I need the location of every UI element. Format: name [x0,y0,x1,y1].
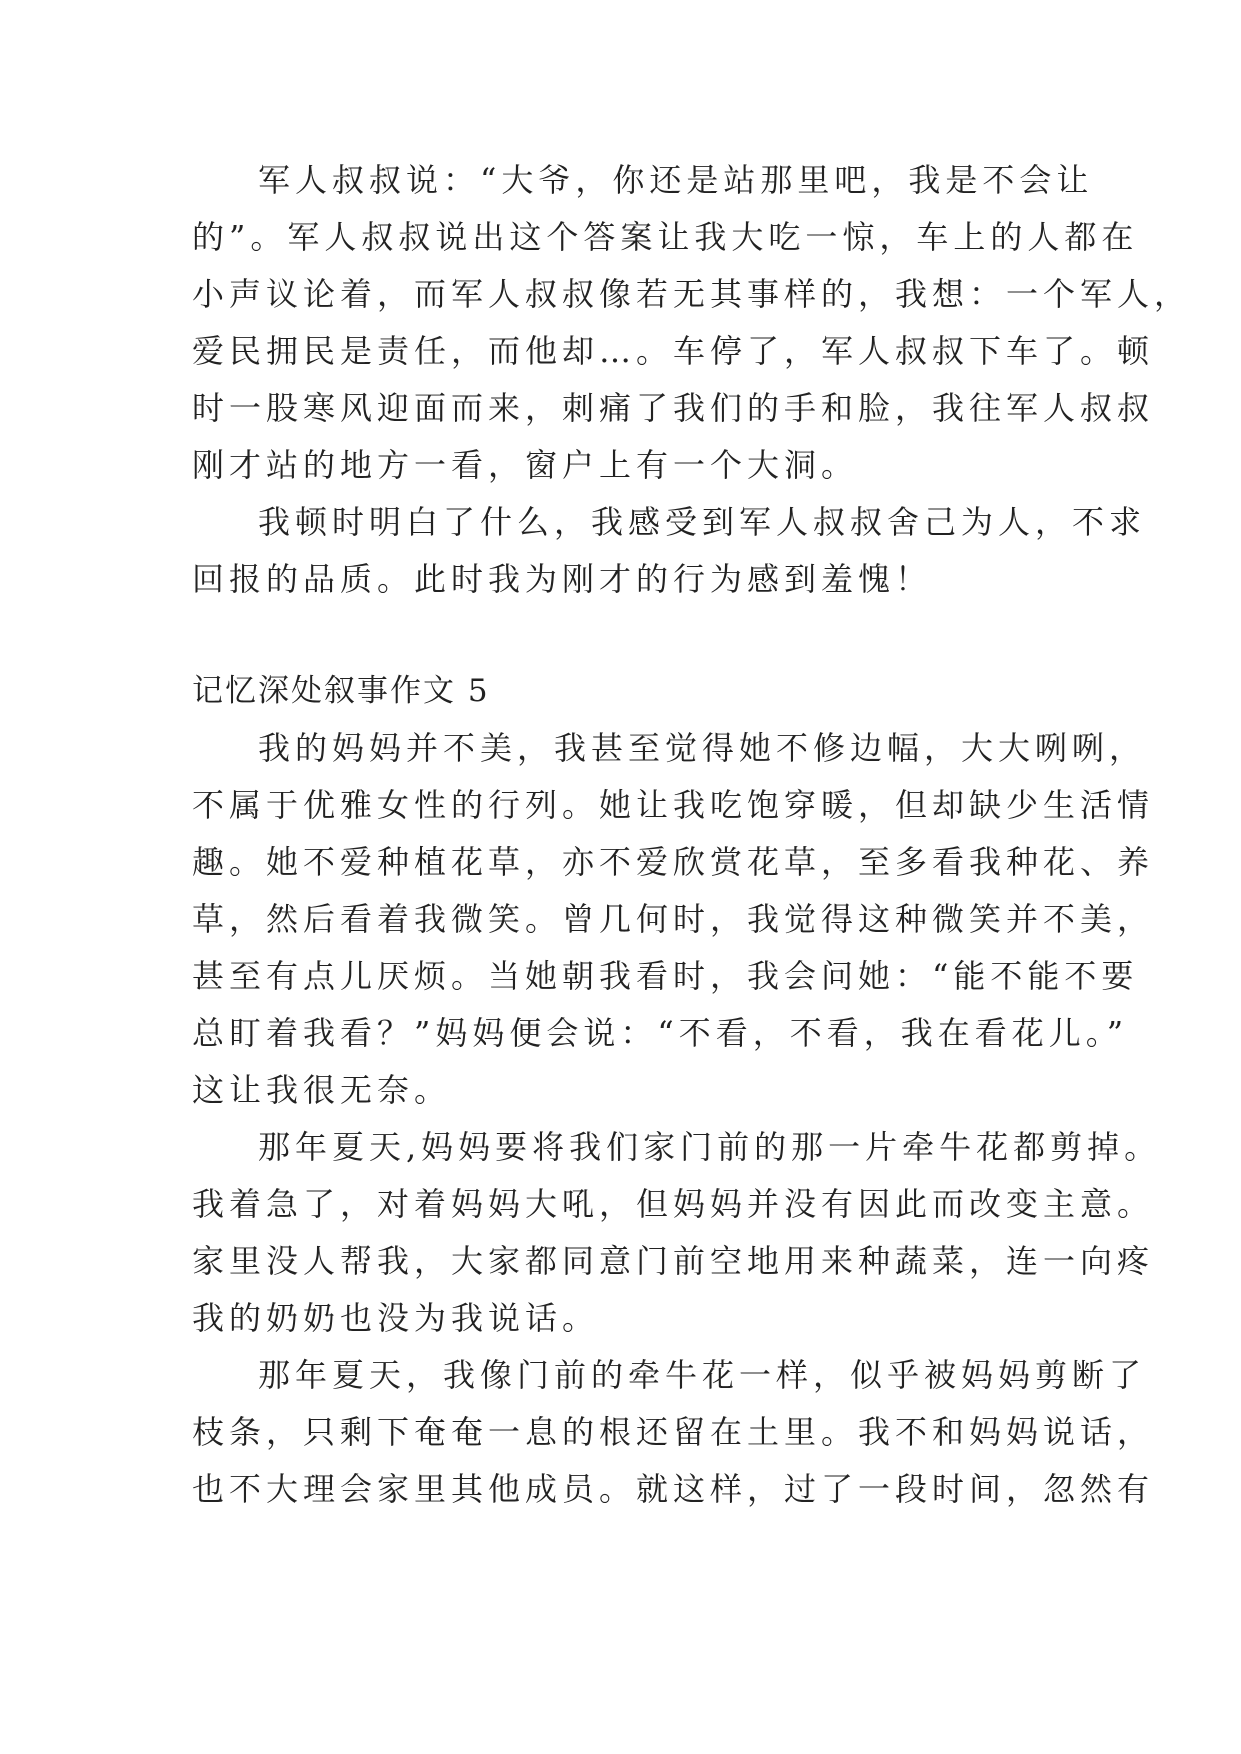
paragraph [192,1347,1155,1518]
text-line: 这让我很无奈。 [192,1071,452,1109]
text-line: 的”。军人叔叔说出这个答案让我大吃一惊，车上的人都在 [192,218,1139,256]
text-line: 家里没人帮我，大家都同意门前空地用来种蔬菜，连一向疼 [192,1242,1155,1280]
text-line: 总盯着我看？”妈妈便会说：“不看，不看，我在看花儿。” [192,1014,1129,1052]
text-line: 不属于优雅女性的行列。她让我吃饱穿暖，但却缺少生活情 [192,786,1155,824]
section-heading: 记忆深处叙事作文 5 [192,673,490,709]
text-line: 时一股寒风迎面而来，刺痛了我们的手和脸，我往军人叔叔 [192,389,1155,427]
text-line: 我的妈妈并不美，我甚至觉得她不修边幅，大大咧咧， [258,729,1147,767]
text-line: 那年夏天,妈妈要将我们家门前的那一片牵牛花都剪掉。 [258,1128,1162,1166]
text-line: 草，然后看着我微笑。曾几何时，我觉得这种微笑并不美， [192,900,1155,938]
text-line: 我顿时明白了什么，我感受到军人叔叔舍己为人，不求 [258,503,1147,541]
text-line: 我的奶奶也没为我说话。 [192,1299,600,1337]
text-line: 那年夏天，我像门前的牵牛花一样，似乎被妈妈剪断了 [258,1356,1147,1394]
paragraph [192,152,1192,494]
paragraph [192,720,1155,1119]
text-line: 甚至有点儿厌烦。当她朝我看时，我会问她：“能不能不要 [192,957,1139,995]
text-line: 趣。她不爱种植花草，亦不爱欣赏花草，至多看我种花、养 [192,843,1155,881]
text-line: 我着急了，对着妈妈大吼，但妈妈并没有因此而改变主意。 [192,1185,1155,1223]
document-body [192,152,1192,1518]
text-line: 爱民拥民是责任，而他却…。车停了，军人叔叔下车了。顿 [192,332,1155,370]
paragraph [192,494,1147,608]
text-line: 也不大理会家里其他成员。就这样，过了一段时间，忽然有 [192,1470,1155,1508]
text-line: 刚才站的地方一看，窗户上有一个大洞。 [192,446,859,484]
text-line: 军人叔叔说：“大爷，你还是站那里吧，我是不会让 [258,161,1094,199]
text-line: 小声议论着，而军人叔叔像若无其事样的，我想：一个军人， [192,275,1192,313]
paragraph [192,1119,1162,1347]
text-line: 回报的品质。此时我为刚才的行为感到羞愧！ [192,560,933,598]
text-line: 枝条，只剩下奄奄一息的根还留在土里。我不和妈妈说话， [192,1413,1155,1451]
